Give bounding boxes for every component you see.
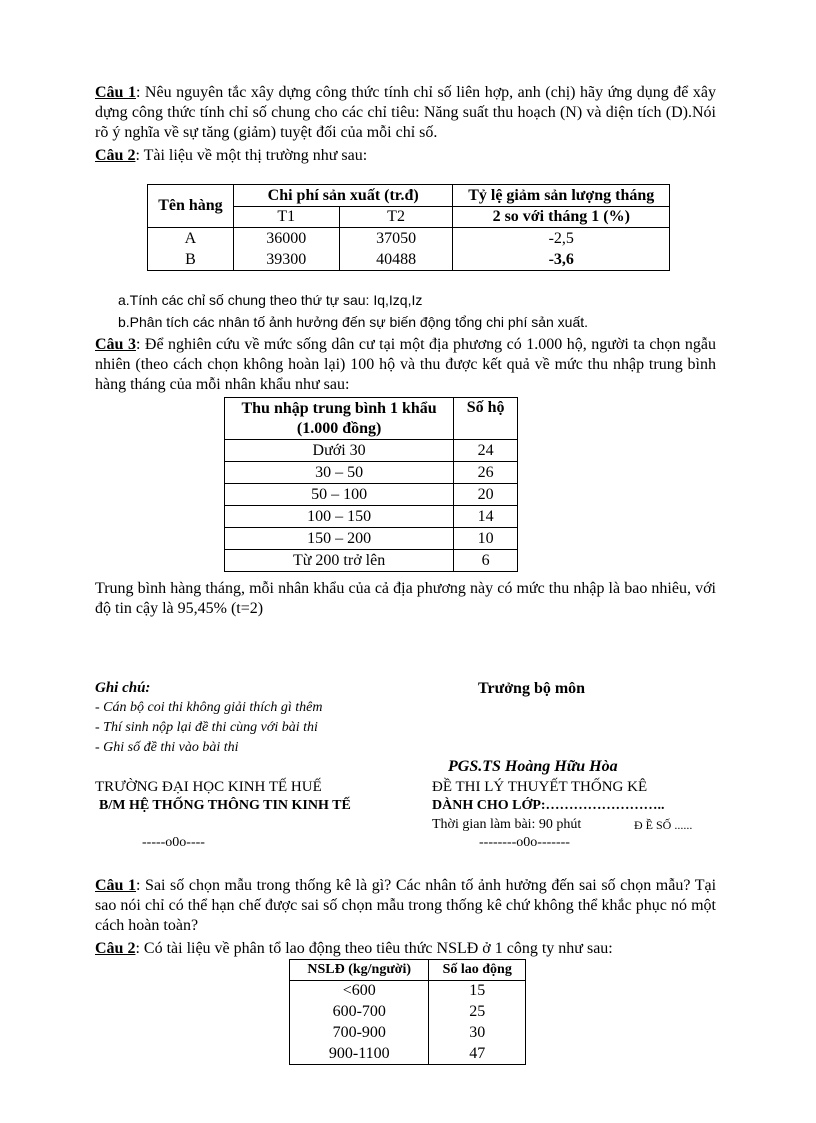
cell: 30 (429, 1023, 526, 1044)
cell: 600-700 (290, 1002, 429, 1023)
cell: 26 (454, 462, 518, 484)
cell: -2,5 (453, 228, 670, 250)
cell: 150 – 200 (225, 528, 454, 550)
p2q2-paragraph (95, 939, 716, 959)
table-row (225, 528, 518, 550)
cell: 15 (429, 981, 526, 1002)
cell: 37050 (339, 228, 453, 250)
cell: 47 (429, 1044, 526, 1065)
p2q2-label: Câu 2 (95, 940, 136, 957)
cell: -3,6 (453, 250, 670, 271)
q3-text: : Để nghiên cứu về mức sống dân cư tại một địa phương có 1.000 hộ, người ta chọn ngẫu nhiên (theo cách chọn không hoàn lại) 100 hộ và thu được kết quả về mức thu nhập trung bình hàng tháng của mỗi nhân khẩu như sau: (95, 336, 717, 393)
q3-conclusion: Trung bình hàng tháng, mỗi nhân khẩu của cả địa phương này có mức thu nhập là bao nhiêu, với độ tin cậy là 95,45% (t=2) (95, 580, 716, 617)
q1-label: Câu 1 (95, 84, 136, 101)
note-line-3: - Ghi số đề thi vào bài thi (95, 740, 239, 755)
q3-header-income-2: (1.000 đồng) (296, 419, 382, 437)
table-row (290, 1002, 526, 1023)
cell: 6 (454, 550, 518, 572)
q3-label: Câu 3 (95, 336, 136, 353)
right-separator: --------o0o------- (479, 835, 570, 850)
cell: Từ 200 trở lên (225, 550, 454, 572)
p2q1-paragraph (95, 876, 716, 936)
cell: <600 (290, 981, 429, 1002)
q2-header-rate-2: 2 so với tháng 1 (%) (453, 207, 670, 228)
q3-table (224, 397, 518, 572)
cell: 900-1100 (290, 1044, 429, 1065)
cell: 39300 (233, 250, 339, 271)
q2-part-b: b.Phân tích các nhân tố ảnh hưởng đến sự biến động tổng chi phí sản xuất. (118, 314, 589, 330)
q2-header-cost: Chi phí sản xuất (tr.đ) (233, 185, 453, 207)
signature-name: PGS.TS Hoàng Hữu Hòa (448, 758, 618, 775)
cell: B (148, 250, 234, 271)
table-row (225, 462, 518, 484)
q2-label: Câu 2 (95, 147, 136, 164)
cell: 20 (454, 484, 518, 506)
table-row (148, 250, 670, 271)
q2-header-rate-1: Tỷ lệ giảm sản lượng tháng (453, 185, 670, 207)
cell: 100 – 150 (225, 506, 454, 528)
p2q2-table (289, 959, 526, 1065)
q2-header-t2: T2 (339, 207, 453, 228)
note-title: Ghi chú: (95, 680, 151, 696)
cell: 25 (429, 1002, 526, 1023)
department-name: B/M HỆ THỐNG THÔNG TIN KINH TẾ (99, 798, 351, 813)
table-row (225, 550, 518, 572)
q3-paragraph (95, 335, 716, 395)
left-separator: -----o0o---- (142, 835, 205, 850)
cell: A (148, 228, 234, 250)
q1-paragraph (95, 83, 716, 143)
q2-paragraph (95, 146, 716, 166)
school-name: TRƯỜNG ĐẠI HỌC KINH TẾ HUẾ (95, 779, 322, 795)
cell: Dưới 30 (225, 440, 454, 462)
exam-time: Thời gian làm bài: 90 phút (432, 817, 582, 832)
note-line-2: - Thí sinh nộp lại đề thi cùng với bài thi (95, 720, 318, 735)
p2q2-header-count: Số lao động (429, 960, 526, 981)
cell: 50 – 100 (225, 484, 454, 506)
q2-header-t1: T1 (233, 207, 339, 228)
q2-part-a: a.Tính các chỉ số chung theo thứ tự sau: Iq,Izq,Iz (118, 292, 423, 308)
q1-text: : Nêu nguyên tắc xây dựng công thức tính chỉ số liên hợp, anh (chị) hãy ứng dụng để xây dựng công thức tính chỉ số chung cho các chỉ tiêu: Năng suất thu hoạch (N) và diện tích (D).Nói rõ ý nghĩa về sự tăng (giảm) tuyệt đối của mỗi chỉ số. (95, 84, 717, 141)
q2-text: : Tài liệu về một thị trường như sau: (135, 147, 368, 164)
cell: 30 – 50 (225, 462, 454, 484)
q3-header-income (225, 398, 454, 440)
q3-header-income-1: Thu nhập trung bình 1 khẩu (241, 399, 437, 417)
table-row (225, 440, 518, 462)
table-row (290, 981, 526, 1002)
note-line-1: - Cán bộ coi thi không giải thích gì thêm (95, 700, 323, 715)
p2q2-header-nsld: NSLĐ (kg/người) (290, 960, 429, 981)
p2q1-text: : Sai số chọn mẫu trong thống kê là gì? Các nhân tố ảnh hưởng đến sai số chọn mẫu? Tại sao nói chỉ có thể hạn chế được sai số chọn mẫu trong thống kê chứ không thể khắc phục nó một cách hoàn toàn? (95, 877, 717, 934)
table-row (290, 1023, 526, 1044)
q2-header-name: Tên hàng (148, 185, 234, 228)
exam-number: Đ Ề SỐ ...... (634, 818, 693, 832)
cell: 14 (454, 506, 518, 528)
exam-title: ĐỀ THI LÝ THUYẾT THỐNG KÊ (432, 779, 648, 795)
table-row (290, 1044, 526, 1065)
cell: 40488 (339, 250, 453, 271)
cell: 700-900 (290, 1023, 429, 1044)
table-row (225, 506, 518, 528)
cell: 10 (454, 528, 518, 550)
p2q1-label: Câu 1 (95, 877, 137, 894)
cell: 24 (454, 440, 518, 462)
q3-header-count: Số hộ (454, 398, 518, 440)
signature-role: Trưởng bộ môn (478, 680, 586, 697)
table-row (225, 484, 518, 506)
table-row (148, 228, 670, 250)
cell: 36000 (233, 228, 339, 250)
p2q2-text: : Có tài liệu về phân tổ lao động theo tiêu thức NSLĐ ở 1 công ty như sau: (135, 940, 613, 957)
class-line: DÀNH CHO LỚP:…………………….. (432, 798, 665, 813)
q2-table (147, 184, 670, 271)
